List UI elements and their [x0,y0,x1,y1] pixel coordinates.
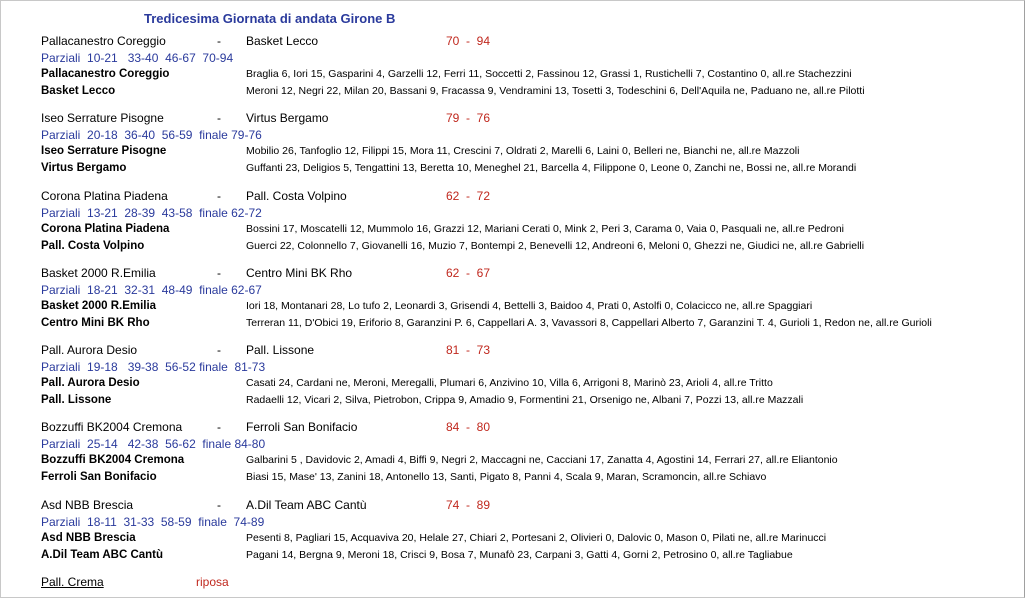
quarter-partials: Parziali 25-14 42-38 56-62 finale 84-80 [41,437,266,451]
roster-players: Guerci 22, Colonnello 7, Giovanelli 16, Muzio 7, Bontempi 2, Benevelli 12, Andreoni 6, Meloni 0, Ghezzi ne, Giudici ne, all.re Gabrielli [246,240,865,252]
versus-dash: - [217,111,221,125]
home-team: Pall. Aurora Desio [41,343,138,357]
match-block [0,189,1025,266]
home-team: Bozzuffi BK2004 Cremona [41,420,183,434]
home-team: Iseo Serrature Pisogne [41,111,164,125]
match-block [0,266,1025,343]
bye-label: riposa [196,575,229,589]
roster-players: Terreran 11, D'Obici 19, Eriforio 8, Garanzini P. 6, Cappellari A. 3, Vavassori 8, Cappellari Alberto 7, Garanzini T. 4, Gurioli 1, Redon ne, all.re Gurioli [246,317,932,329]
final-score: 79 - 76 [446,111,491,125]
versus-dash: - [217,420,221,434]
home-team: Corona Platina Piadena [41,189,168,203]
roster-team: Basket 2000 R.Emilia [41,300,157,312]
roster-players: Mobilio 26, Tanfoglio 12, Filippi 15, Mora 11, Crescini 7, Oldrati 2, Marelli 6, Laini 0, Belleri ne, Bianchi ne, all.re Mazzoli [246,145,800,157]
roster-team: Ferroli San Bonifacio [41,471,157,483]
versus-dash: - [217,189,221,203]
page-title: Tredicesima Giornata di andata Girone B [144,11,396,26]
roster-team: Pall. Aurora Desio [41,377,140,389]
roster-players: Radaelli 12, Vicari 2, Silva, Pietrobon, Crippa 9, Amadio 9, Formentini 21, Orsenigo ne, Albani 7, Pozzi 13, all.re Mazzali [246,394,804,406]
match-block [0,34,1025,111]
final-score: 62 - 67 [446,266,491,280]
roster-players: Casati 24, Cardani ne, Meroni, Meregalli, Plumari 6, Anzivino 10, Villa 6, Arrigoni 8, Marinò 23, Arioli 4, all.re Tritto [246,377,773,389]
versus-dash: - [217,34,221,48]
final-score: 74 - 89 [446,498,491,512]
home-team: Basket 2000 R.Emilia [41,266,156,280]
away-team: Virtus Bergamo [246,111,329,125]
roster-team: Bozzuffi BK2004 Cremona [41,454,185,466]
roster-players: Galbarini 5 , Davidovic 2, Amadi 4, Biffi 9, Negri 2, Maccagni ne, Cacciani 17, Zanatta 4, Agostini 14, Ferrari 27, all.re Eliantonio [246,454,838,466]
versus-dash: - [217,266,221,280]
match-block [0,498,1025,575]
quarter-partials: Parziali 13-21 28-39 43-58 finale 62-72 [41,206,262,220]
roster-team: Virtus Bergamo [41,162,127,174]
quarter-partials: Parziali 10-21 33-40 46-67 70-94 [41,51,234,65]
away-team: Pall. Costa Volpino [246,189,347,203]
final-score: 62 - 72 [446,189,491,203]
bye-row [0,575,1025,593]
roster-players: Meroni 12, Negri 22, Milan 20, Bassani 9, Fracassa 9, Vendramini 13, Tosetti 3, Todeschini 6, Dell'Aquila ne, Paduano ne, all.re Pilotti [246,85,865,97]
roster-players: Iori 18, Montanari 28, Lo tufo 2, Leonardi 3, Grisendi 4, Bettelli 3, Baidoo 4, Prati 0, Astolfi 0, Colacicco ne, all.re Spaggiari [246,300,813,312]
home-team: Asd NBB Brescia [41,498,134,512]
quarter-partials: Parziali 18-11 31-33 58-59 finale 74-89 [41,515,265,529]
final-score: 81 - 73 [446,343,491,357]
roster-team: Asd NBB Brescia [41,532,136,544]
quarter-partials: Parziali 18-21 32-31 48-49 finale 62-67 [41,283,262,297]
match-block [0,111,1025,188]
bye-team-link[interactable]: Pall. Crema [41,575,104,589]
versus-dash: - [217,343,221,357]
away-team: Centro Mini BK Rho [246,266,353,280]
roster-players: Bossini 17, Moscatelli 12, Mummolo 16, Grazzi 12, Mariani Cerati 0, Mink 2, Peri 3, Carama 0, Vaia 0, Pasquali ne, all.re Pedroni [246,223,844,235]
roster-team: Pallacanestro Coreggio [41,68,170,80]
away-team: Basket Lecco [246,34,319,48]
quarter-partials: Parziali 19-18 39-38 56-52 finale 81-73 [41,360,266,374]
roster-players: Biasi 15, Mase' 13, Zanini 18, Antonello 13, Santi, Pigato 8, Panni 4, Scala 9, Maran, Scramoncin, all.re Schiavo [246,471,767,483]
roster-players: Pagani 14, Bergna 9, Meroni 18, Crisci 9, Bosa 7, Munafò 23, Carpani 3, Gatti 4, Gorni 2, Petrosino 0, all.re Tagliabue [246,549,793,561]
final-score: 84 - 80 [446,420,491,434]
roster-team: Centro Mini BK Rho [41,317,150,329]
match-block [0,420,1025,497]
away-team: A.Dil Team ABC Cantù [246,498,367,512]
roster-players: Braglia 6, Iori 15, Gasparini 4, Garzelli 12, Ferri 11, Soccetti 2, Fassinou 12, Grassi 1, Rustichelli 7, Costantino 0, all.re Stachezzini [246,68,852,80]
roster-team: Pall. Lissone [41,394,112,406]
match-block [0,343,1025,420]
roster-players: Pesenti 8, Pagliari 15, Acquaviva 20, Helale 27, Chiari 2, Portesani 2, Olivieri 0, Dalovic 0, Mason 0, Pilati ne, all.re Marinucci [246,532,827,544]
away-team: Ferroli San Bonifacio [246,420,358,434]
home-team: Pallacanestro Coreggio [41,34,166,48]
final-score: 70 - 94 [446,34,491,48]
versus-dash: - [217,498,221,512]
away-team: Pall. Lissone [246,343,315,357]
roster-team: Corona Platina Piadena [41,223,170,235]
roster-team: Basket Lecco [41,85,116,97]
quarter-partials: Parziali 20-18 36-40 56-59 finale 79-76 [41,128,262,142]
roster-players: Guffanti 23, Deligios 5, Tengattini 13, Beretta 10, Meneghel 21, Barcella 4, Filippone 0, Leone 0, Zanchi ne, Bossi ne, all.re Morandi [246,162,857,174]
roster-team: Iseo Serrature Pisogne [41,145,167,157]
roster-team: Pall. Costa Volpino [41,240,145,252]
roster-team: A.Dil Team ABC Cantù [41,549,164,561]
